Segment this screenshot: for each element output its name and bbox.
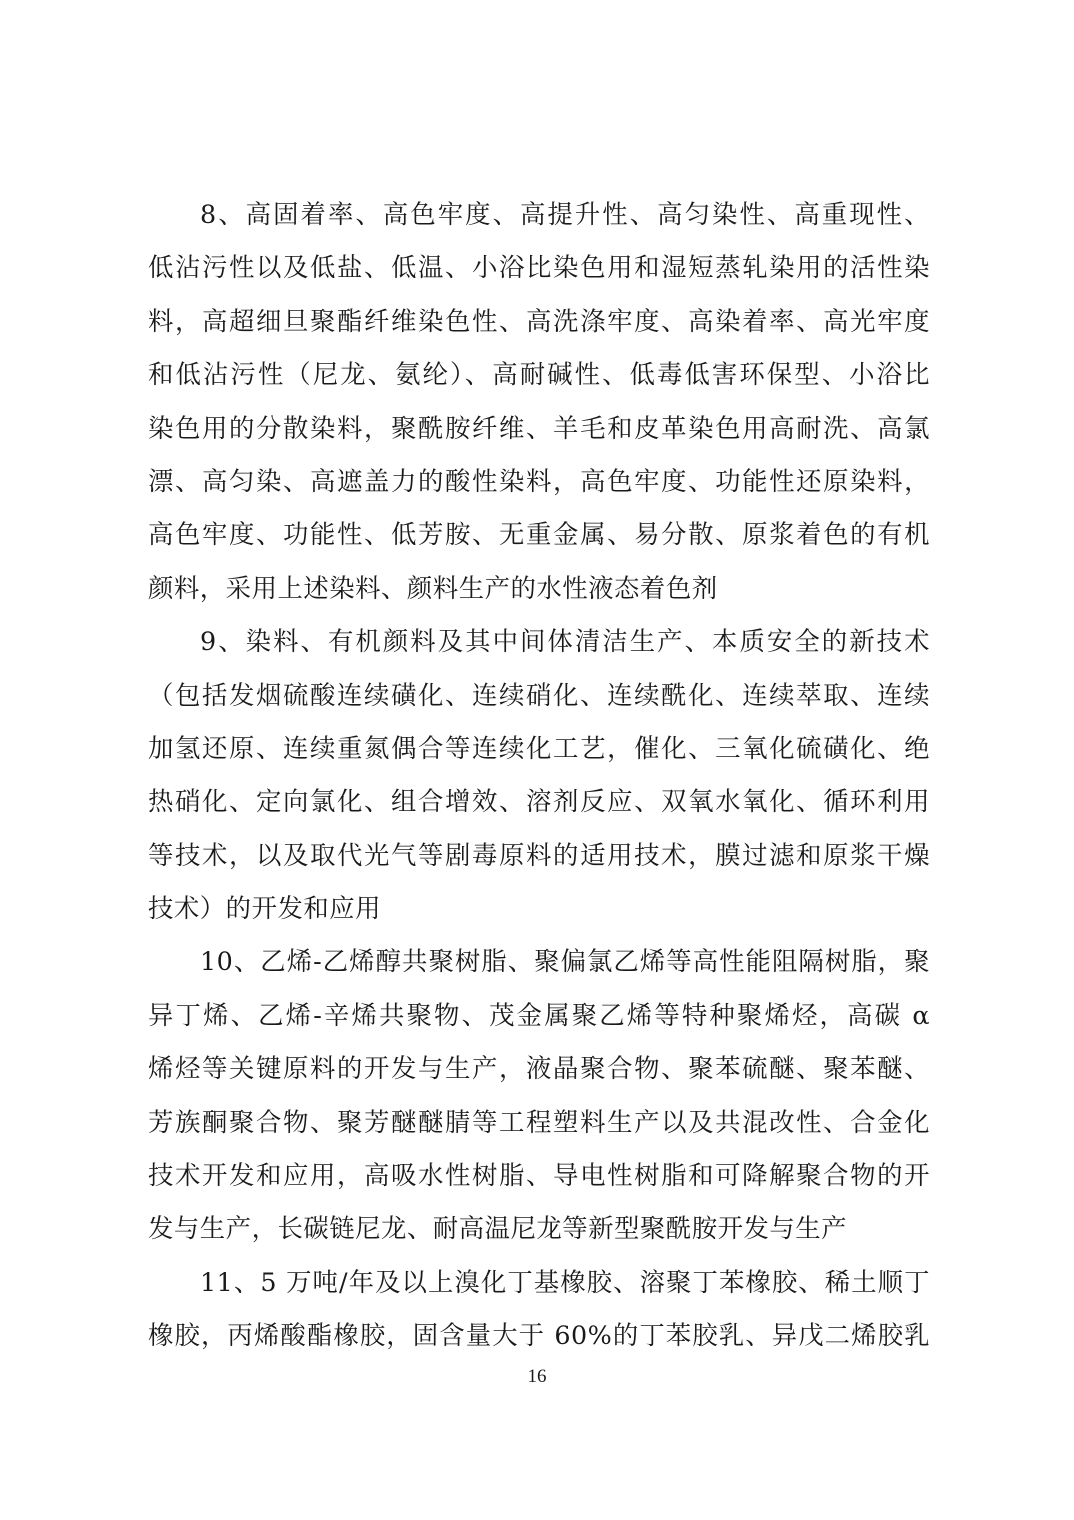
text-line: 加氢还原、连续重氮偶合等连续化工艺，催化、三氧化硫磺化、绝 [148, 732, 930, 763]
text-line: 10、乙烯-乙烯醇共聚树脂、聚偏氯乙烯等高性能阻隔树脂，聚 [200, 946, 930, 977]
text-line: （包括发烟硫酸连续磺化、连续硝化、连续酰化、连续萃取、连续 [148, 679, 930, 710]
text-line: 发与生产，长碳链尼龙、耐高温尼龙等新型聚酰胺开发与生产 [148, 1213, 848, 1244]
paragraph-item-10 [148, 935, 930, 1255]
text-line: 11、5 万吨/年及以上溴化丁基橡胶、溶聚丁苯橡胶、稀土顺丁 [200, 1266, 930, 1297]
text-line: 烯烃等关键原料的开发与生产，液晶聚合物、聚苯硫醚、聚苯醚、 [148, 1053, 930, 1084]
text-line: 技术开发和应用，高吸水性树脂、导电性树脂和可降解聚合物的开 [148, 1160, 930, 1191]
paragraph-item-9 [148, 615, 930, 935]
text-line: 橡胶，丙烯酸酯橡胶，固含量大于 60%的丁苯胶乳、异戊二烯胶乳 [148, 1320, 930, 1351]
text-line: 9、染料、有机颜料及其中间体清洁生产、本质安全的新技术 [200, 626, 930, 657]
text-line: 技术）的开发和应用 [148, 893, 382, 924]
text-line: 8、高固着率、高色牢度、高提升性、高匀染性、高重现性、 [200, 199, 930, 229]
text-line: 低沾污性以及低盐、低温、小浴比染色用和湿短蒸轧染用的活性染 [148, 252, 930, 283]
text-line: 芳族酮聚合物、聚芳醚醚腈等工程塑料生产以及共混改性、合金化 [148, 1106, 930, 1137]
text-line: 热硝化、定向氯化、组合增效、溶剂反应、双氧水氧化、循环利用 [148, 786, 930, 817]
paragraph-item-8 [148, 188, 930, 615]
paragraph-item-11 [148, 1256, 930, 1363]
page-number: 16 [527, 1366, 547, 1387]
text-line: 漂、高匀染、高遮盖力的酸性染料，高色牢度、功能性还原染料， [148, 465, 930, 496]
text-line: 料，高超细旦聚酯纤维染色性、高洗涤牢度、高染着率、高光牢度 [148, 305, 930, 336]
text-line: 等技术，以及取代光气等剧毒原料的适用技术，膜过滤和原浆干燥 [148, 839, 930, 870]
text-line: 高色牢度、功能性、低芳胺、无重金属、易分散、原浆着色的有机 [148, 519, 930, 550]
text-line: 和低沾污性（尼龙、氨纶）、高耐碱性、低毒低害环保型、小浴比 [148, 359, 930, 390]
document-body [148, 188, 930, 1363]
text-line: 颜料，采用上述染料、颜料生产的水性液态着色剂 [148, 572, 718, 603]
text-line: 异丁烯、乙烯-辛烯共聚物、茂金属聚乙烯等特种聚烯烃，高碳 α [148, 999, 930, 1030]
text-line: 染色用的分散染料，聚酰胺纤维、羊毛和皮革染色用高耐洗、高氯 [148, 412, 930, 443]
